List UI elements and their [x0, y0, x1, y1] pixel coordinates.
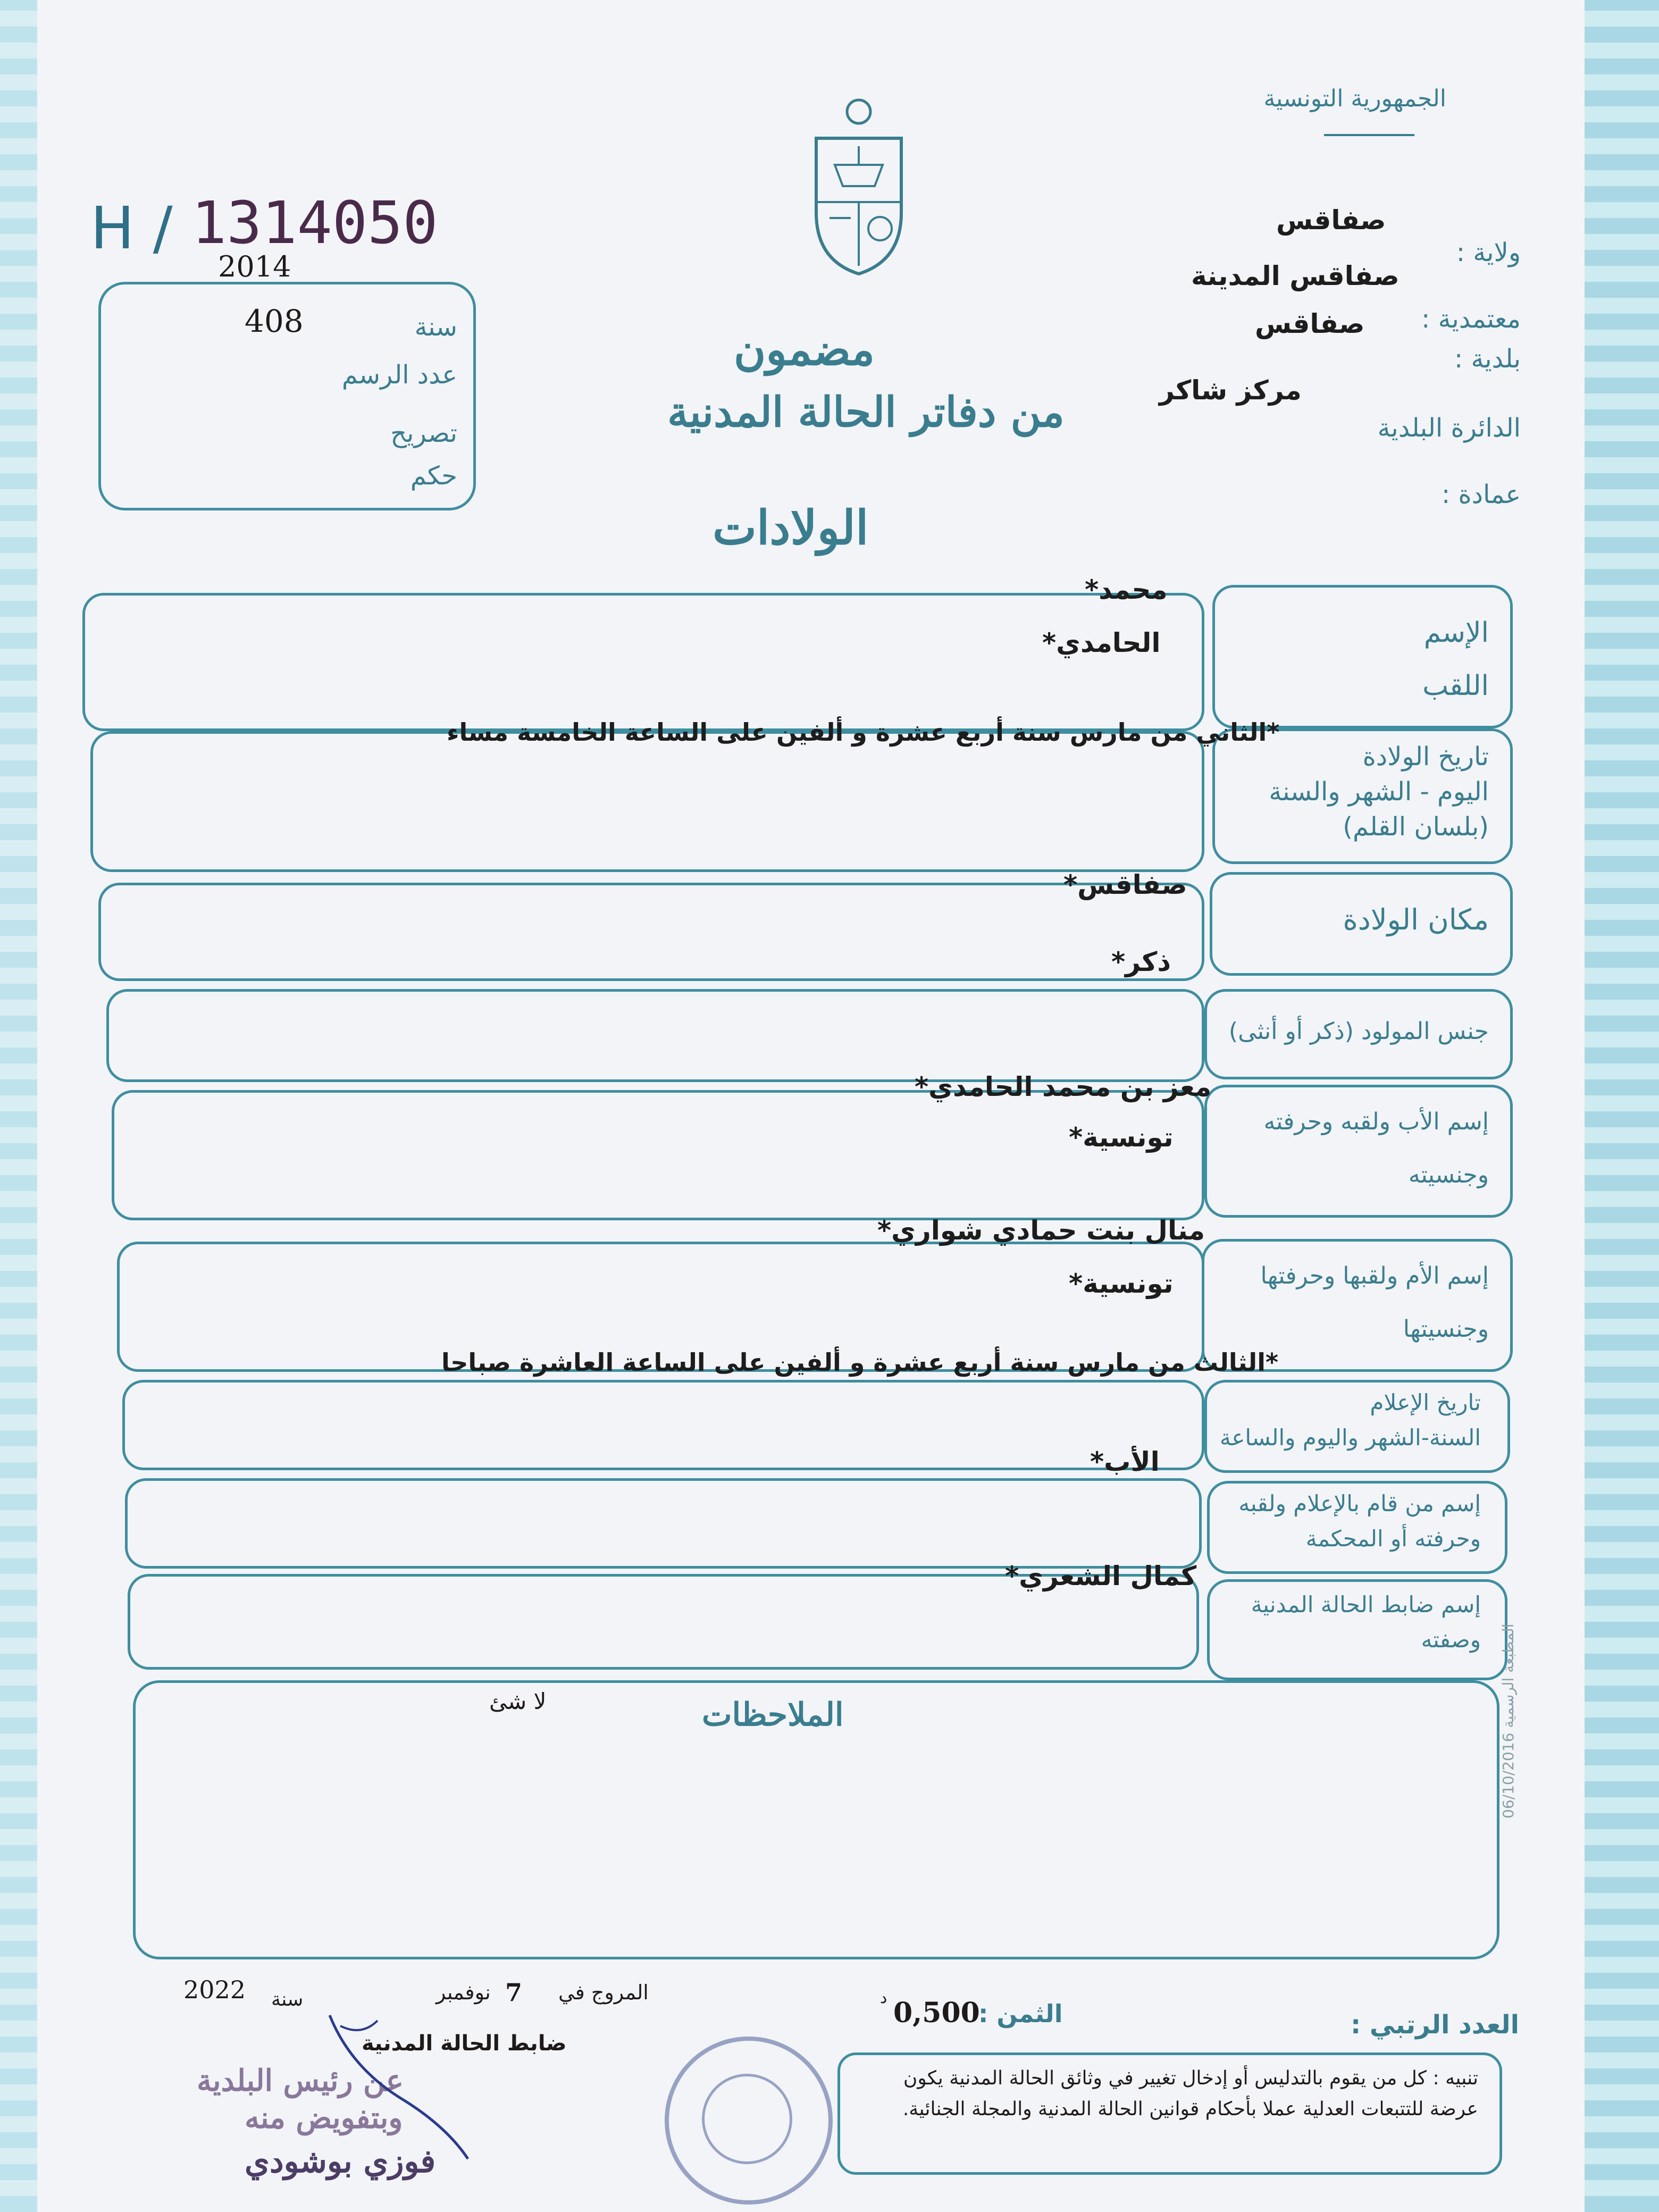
- last-name-value: الحامدي*: [1042, 627, 1161, 658]
- print-mark: المطبعة الرسمية 06/10/2016: [1499, 1623, 1517, 1819]
- row-sex-value-box: [106, 989, 1204, 1082]
- daira-value: مركز شاكر: [1159, 375, 1302, 406]
- row-officer-label: إسم ضابط الحالة المدنية وصفته: [1251, 1591, 1481, 1653]
- left-decorative-border: [0, 0, 37, 2212]
- officer-title-footer: ضابط الحالة المدنية: [362, 2031, 567, 2056]
- row-declaration-date-value-box: [122, 1380, 1204, 1470]
- row-declarant-label: إسم من قام بالإعلام ولقبه وحرفته أو المحكمة: [1238, 1490, 1481, 1552]
- registry-label-number: عدد الرسم: [341, 360, 457, 390]
- republic-label: الجمهورية التونسية: [1263, 85, 1446, 112]
- father-nationality-value: تونسية*: [1069, 1122, 1174, 1153]
- mayor-stamp-line2: وبتفويض منه: [245, 2100, 403, 2135]
- serial-number: 1314050: [191, 189, 438, 257]
- registry-label-year: سنة: [414, 312, 457, 342]
- row-declarant-value-box: [125, 1478, 1202, 1569]
- row-father-label: إسم الأب ولقبه وحرفته وجنسيته: [1263, 1108, 1489, 1188]
- issue-year-label: سنة: [271, 1989, 304, 2010]
- row-sex-label: جنس المولود (ذكر أو أنثى): [1228, 1018, 1489, 1045]
- signature-icon: [319, 2005, 479, 2164]
- mother-name-value: منال بنت حمادي شواري*: [877, 1215, 1205, 1246]
- mutamadiya-value: صفاقس المدينة: [1191, 261, 1400, 291]
- mutamadiya-label: معتمدية :: [1421, 304, 1521, 334]
- serial-order-label: العدد الرتبي :: [1351, 2010, 1520, 2040]
- tunisia-emblem-icon: [806, 96, 912, 276]
- issue-day: 7: [505, 1978, 523, 2007]
- remarks-value: لا شئ: [489, 1688, 547, 1714]
- document-subtitle: من دفاتر الحالة المدنية: [667, 388, 1065, 437]
- row-declaration-date-label: تاريخ الإعلام السنة-الشهر واليوم والساعة: [1219, 1389, 1481, 1451]
- document-title: مضمون: [734, 324, 875, 375]
- row-name-label: الإسم اللقب: [1422, 617, 1489, 702]
- wilaya-label: ولاية :: [1456, 238, 1521, 267]
- official-stamp-inner-icon: [702, 2074, 792, 2164]
- row-birthplace-label: مكان الولادة: [1343, 903, 1489, 936]
- declarant-value: الأب*: [1090, 1446, 1160, 1477]
- declaration-date-value: *الثالث من مارس سنة أربع عشرة و ألفين على الساعة العاشرة صباحا: [441, 1348, 1279, 1377]
- mother-nationality-value: تونسية*: [1069, 1268, 1174, 1299]
- row-name-value-box: [82, 593, 1204, 731]
- birth-date-value: *الثاني من مارس سنة أربع عشرة و ألفين على الساعة الخامسة مساء: [447, 718, 1280, 747]
- signatory-name: فوزي بوشودي: [245, 2143, 436, 2180]
- republic-underline: [1324, 134, 1414, 136]
- issue-year: 2022: [183, 1975, 246, 2004]
- remarks-title: الملاحظات: [702, 1696, 844, 1733]
- birthplace-value: صفاقس*: [1063, 869, 1187, 900]
- registry-number: 408: [245, 303, 304, 339]
- issue-month: نوفمبر: [436, 1981, 491, 2004]
- imada-label: عمادة :: [1442, 480, 1521, 509]
- father-name-value: معز بن محمد الحامدي*: [915, 1071, 1212, 1102]
- right-decorative-border: [1585, 0, 1659, 2212]
- sex-value: ذكر*: [1111, 946, 1171, 977]
- issue-place-label: المروج في: [558, 1981, 649, 2004]
- serial-prefix: H /: [90, 194, 173, 262]
- row-father-value-box: [112, 1090, 1204, 1220]
- registry-year: 2014: [218, 250, 291, 283]
- officer-value: كمال الشعري*: [1005, 1561, 1197, 1591]
- row-birthdate-label: تاريخ الولادة اليوم - الشهر والسنة (بلسان القلم): [1269, 742, 1489, 842]
- baladiya-value: صفاقس: [1255, 308, 1365, 339]
- daira-label: الدائرة البلدية: [1377, 413, 1521, 443]
- price-unit: د: [880, 1989, 887, 2007]
- mayor-stamp-line1: عن رئيس البلدية: [197, 2063, 404, 2098]
- price-value: 0,500: [893, 1997, 980, 2029]
- section-title-births: الولادات: [713, 500, 869, 555]
- registry-label-declaration: تصريح: [390, 418, 457, 448]
- row-mother-label: إسم الأم ولقبها وحرفتها وجنسيتها: [1260, 1262, 1489, 1343]
- legal-notice: تنبيه : كل من يقوم بالتدليس أو إدخال تغيير في وثائق الحالة المدنية يكون عرضة للتتبعات العدلية عملا بأحكام قوانين الحالة المدنية والمجلة الجنائية.: [902, 2067, 1478, 2120]
- first-name-value: محمد*: [1085, 574, 1168, 605]
- row-birthplace-value-box: [98, 883, 1204, 981]
- wilaya-value: صفاقس: [1276, 205, 1386, 236]
- price-label: الثمن :: [978, 1999, 1063, 2028]
- registry-label-judgment: حكم: [410, 461, 457, 491]
- baladiya-label: بلدية :: [1454, 344, 1521, 374]
- row-birthdate-value-box: [90, 731, 1204, 872]
